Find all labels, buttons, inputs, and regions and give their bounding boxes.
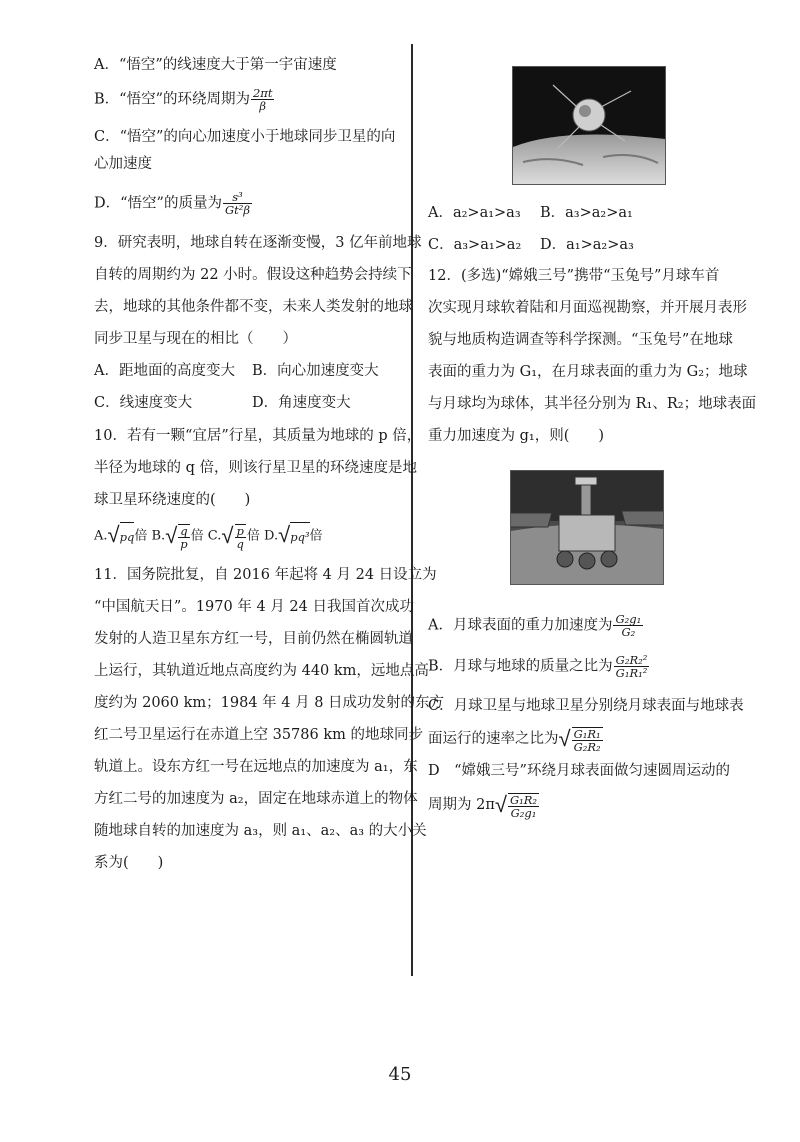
q12-stem-line1: 12．(多选)“嫦娥三号”携带“玉兔号”月球车首 xyxy=(428,268,720,284)
q10-d-sqrt: √pq³ xyxy=(278,521,309,551)
q10-a-sqrt: √pq xyxy=(108,521,135,551)
q12-option-d-line2: 周期为 2π√ $\frac{\text{G₁R₂}}{\text{G₂g₁}}$ xyxy=(428,789,540,821)
q12-c-sqrt: √ $\frac{\text{G₁R₁}}{\text{G₂R₂}}$ xyxy=(558,727,601,754)
q8-option-d: D．“悟空”的质量为 $\frac{\text{s³}}{\text{Gt²β}}$ xyxy=(94,190,251,217)
q11-stem-line2: “中国航天日”。1970 年 4 月 24 日我国首次成功 xyxy=(94,599,414,615)
q11-stem-line9: 随地球自转的加速度为 a₃，则 a₁、a₂、a₃ 的大小关 xyxy=(94,823,427,839)
q10-c-sqrt: √ $\frac{p}{q}$ xyxy=(221,523,244,551)
q12-stem-line6: 重力加速度为 g₁，则( ) xyxy=(428,428,605,444)
q8-option-b: B．“悟空”的环绕周期为 $\frac{2\pi t}{\beta}$ xyxy=(94,86,273,113)
q8-b-fraction: $\frac{2\pi t}{\beta}$ xyxy=(252,86,273,113)
q11-stem-line10: 系为( ) xyxy=(94,855,164,871)
q11-stem-line6: 红二号卫星运行在赤道上空 35786 km 的地球同步 xyxy=(94,727,423,743)
q10-stem-line1: 10．若有一颗“宜居”行星，其质量为地球的 p 倍， xyxy=(94,428,422,444)
q11-stem-line7: 轨道上。设东方红一号在远地点的加速度为 a₁，东 xyxy=(94,759,418,775)
q12-option-b: B．月球与地球的质量之比为 $\frac{\text{G₂R₂²}}{\text{G₁R₁²}}$ xyxy=(428,653,648,680)
q9-stem-line3: 去，地球的其他条件都不变，未来人类发射的地球 xyxy=(94,299,413,315)
q8-option-c-line1: C．“悟空”的向心加速度小于地球同步卫星的向 xyxy=(94,129,396,145)
q10-options: A.√pq倍 B.√ $\frac{q}{p}$ 倍 C.√ $\frac{p}{q}$ 倍 D.√pq³倍 xyxy=(94,523,323,551)
q9-stem-line2: 自转的周期约为 22 小时。假设这种趋势会持续下 xyxy=(94,267,412,283)
rover-image xyxy=(511,471,663,584)
satellite-photo xyxy=(512,66,666,185)
q12-stem-line3: 貌与地质构造调查等科学探测。“玉兔号”在地球 xyxy=(428,332,733,348)
q12-option-d-line1: D “嫦娥三号”环绕月球表面做匀速圆周运动的 xyxy=(428,763,730,779)
q11-option-a: A．a₂>a₁>a₃ xyxy=(428,205,521,221)
q9-option-d: D．角速度变大 xyxy=(252,395,351,411)
q12-option-c-line2: 面运行的速率之比为√ $\frac{\text{G₁R₁}}{\text{G₂R₂}}$ xyxy=(428,724,604,754)
q12-stem-line5: 与月球均为球体，其半径分别为 R₁、R₂；地球表面 xyxy=(428,396,757,412)
q11-option-c: C．a₃>a₁>a₂ xyxy=(428,237,522,253)
q12-option-c-line1: C．月球卫星与地球卫星分别绕月球表面与地球表 xyxy=(428,698,744,714)
page-number: 45 xyxy=(388,1064,412,1085)
q12-a-fraction: $\frac{\text{G₂g₁}}{\text{G₂}}$ xyxy=(615,612,642,639)
q9-option-c: C．线速度变大 xyxy=(94,395,193,411)
q11-option-d: D．a₁>a₂>a₃ xyxy=(540,237,634,253)
q10-b-sqrt: √ $\frac{q}{p}$ xyxy=(165,523,188,551)
q9-stem-line4: 同步卫星与现在的相比（ ） xyxy=(94,331,297,347)
q11-stem-line4: 上运行，其轨道近地点高度约为 440 km，远地点高 xyxy=(94,663,429,679)
q12-d-sqrt: √ $\frac{\text{G₁R₂}}{\text{G₂g₁}}$ xyxy=(494,793,538,820)
q12-stem-line4: 表面的重力为 G₁，在月球表面的重力为 G₂；地球 xyxy=(428,364,748,380)
q11-stem-line5: 度约为 2060 km；1984 年 4 月 8 日成功发射的东方 xyxy=(94,695,445,711)
q10-stem-line2: 半径为地球的 q 倍，则该行星卫星的环绕速度是地 xyxy=(94,460,417,476)
q8-option-a: A．“悟空”的线速度大于第一宇宙速度 xyxy=(94,57,337,73)
q12-b-fraction: $\frac{\text{G₂R₂²}}{\text{G₁R₁²}}$ xyxy=(615,653,648,680)
q11-stem-line1: 11．国务院批复，自 2016 年起将 4 月 24 日设立为 xyxy=(94,567,437,583)
q11-option-b: B．a₃>a₂>a₁ xyxy=(540,205,633,221)
q9-option-a: A．距地面的高度变大 xyxy=(94,363,235,379)
q8-d-fraction: $\frac{\text{s³}}{\text{Gt²β}}$ xyxy=(224,190,251,217)
q9-stem-line1: 9．研究表明，地球自转在逐渐变慢，3 亿年前地球 xyxy=(94,235,422,251)
q10-stem-line3: 球卫星环绕速度的( ) xyxy=(94,492,251,508)
q12-option-a: A．月球表面的重力加速度为 $\frac{\text{G₂g₁}}{\text{G₂}}$ xyxy=(428,612,642,639)
satellite-image xyxy=(513,67,665,184)
rover-photo xyxy=(510,470,664,585)
q8-option-c-line2: 心加速度 xyxy=(94,156,152,172)
q11-stem-line3: 发射的人造卫星东方红一号，目前仍然在椭圆轨道 xyxy=(94,631,413,647)
q12-stem-line2: 次实现月球软着陆和月面巡视勘察，并开展月表形 xyxy=(428,300,747,316)
q11-stem-line8: 方红二号的加速度为 a₂，固定在地球赤道上的物体 xyxy=(94,791,418,807)
q9-option-b: B．向心加速度变大 xyxy=(252,363,379,379)
